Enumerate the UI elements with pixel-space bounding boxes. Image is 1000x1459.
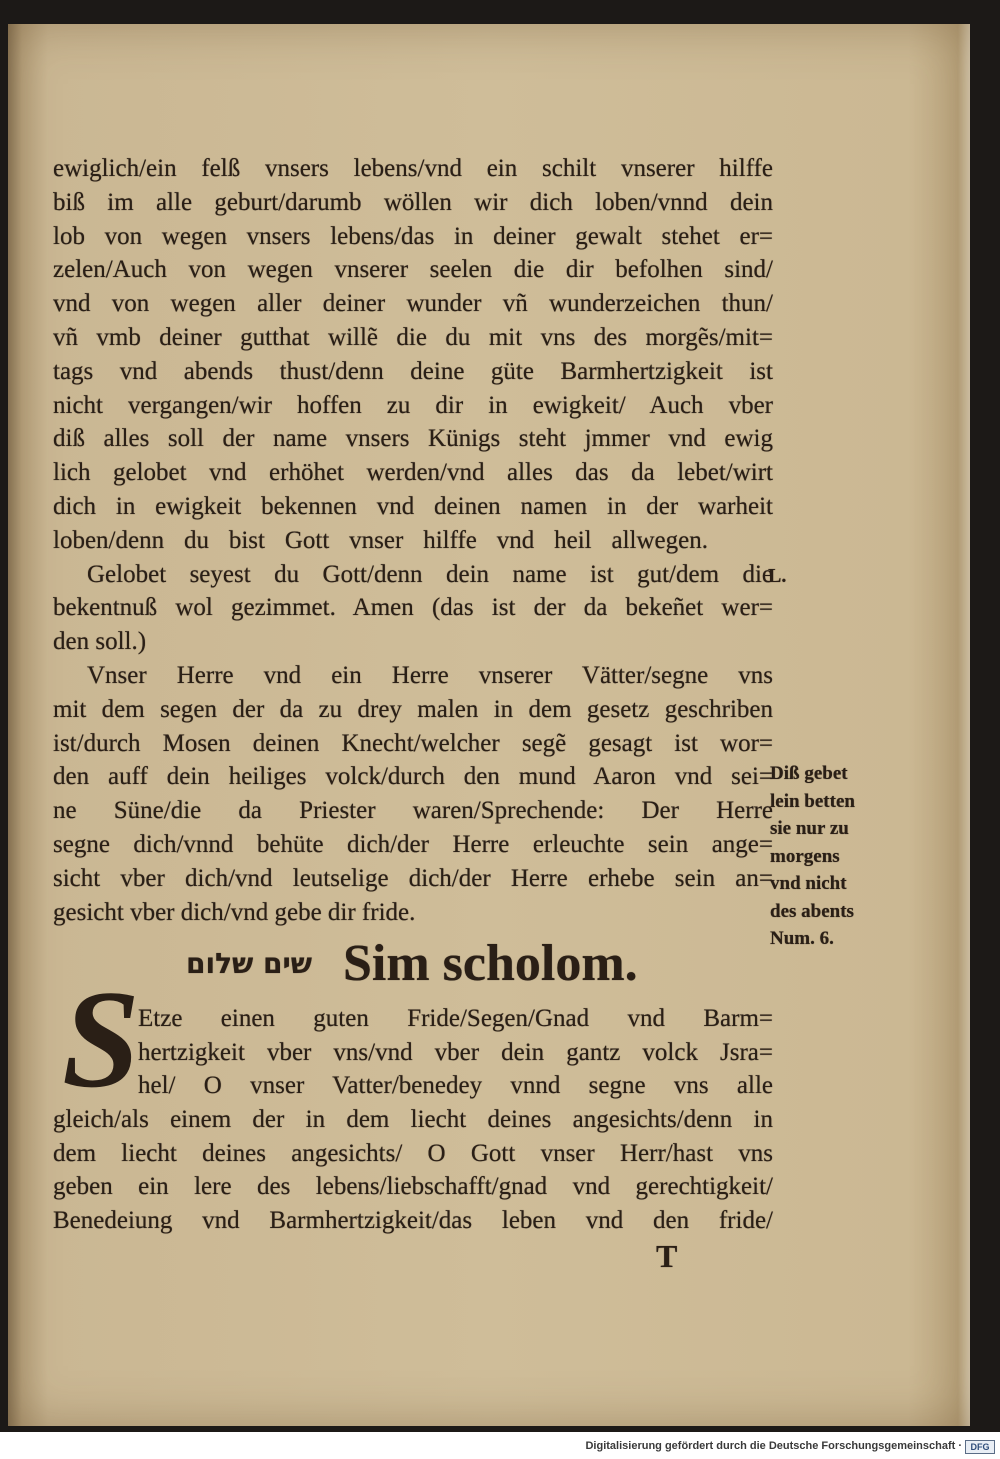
text-line: mit dem segen der da zu drey malen in dem gesetz geschriben <box>53 695 773 723</box>
margin-note-line: vnd nicht <box>770 873 847 894</box>
heading-hebrew: שים שלום <box>186 947 312 980</box>
margin-note-line: morgens <box>770 845 840 867</box>
text-line: bekentnuß wol gezimmet. Amen (das ist der da bekeñet wer= <box>53 594 773 622</box>
text-line: den auff dein heiliges volck/durch den mund Aaron vnd sei= <box>53 763 773 791</box>
text-line: biß im alle geburt/darumb wöllen wir dich loben/vnnd dein <box>53 188 773 216</box>
text-line: gesicht vber dich/vnd gebe dir fride. <box>53 898 416 926</box>
text-line: lich gelobet vnd erhöhet werden/vnd alles das da lebet/wirt <box>53 459 773 487</box>
margin-note-line: sie nur zu <box>770 818 849 839</box>
text-line: dich in ewigkeit bekennen vnd deinen namen in der warheit <box>53 492 773 520</box>
funding-credit: Digitalisierung gefördert durch die Deutsche Forschungsgemeinschaft · <box>585 1440 962 1452</box>
text-line: zelen/Auch von wegen vnserer seelen die dir befolhen sind/ <box>53 256 773 284</box>
text-line: lob von wegen vnsers lebens/das in deiner gewalt stehet er= <box>53 222 773 250</box>
text-line: Benedeiung vnd Barmhertzigkeit/das leben vnd den fride/ <box>53 1207 773 1235</box>
scanned-page <box>8 24 970 1426</box>
text-line: geben ein lere des lebens/liebschafft/gnad vnd gerechtigkeit/ <box>53 1173 773 1201</box>
text-line: segne dich/vnnd behüte dich/der Herre erleuchte sein ange= <box>53 830 773 858</box>
margin-note-reference: Num. 6. <box>770 928 834 949</box>
prayer-text-block <box>53 1002 773 1238</box>
text-line: hertzigkeit vber vns/vnd vber dein gantz volck Jsra= <box>138 1038 773 1066</box>
catchword: T <box>656 1238 678 1274</box>
text-line: loben/denn du bist Gott vnser hilffe vnd heil allwegen. <box>53 526 708 554</box>
dfg-logo: DFG <box>965 1440 995 1454</box>
section-heading: Sim scholom. <box>343 935 638 992</box>
text-line: nicht vergangen/wir hoffen zu dir in ewigkeit/ Auch vber <box>53 391 773 419</box>
text-line: dem liecht deines angesichts/ O Gott vnser Herr/hast vns <box>53 1139 773 1167</box>
text-line: Etze einen guten Fride/Segen/Gnad vnd Barm= <box>138 1005 773 1032</box>
text-line: den soll.) <box>53 628 147 656</box>
text-line: vnd von wegen aller deiner wunder vñ wunderzeichen thun/ <box>53 290 773 318</box>
text-line: vñ vmb deiner gutthat willẽ die du mit vns des morgẽs/mit= <box>53 323 773 351</box>
text-line: gleich/als einem der in dem liecht deines angesichts/denn in <box>53 1106 773 1134</box>
text-line: diß alles soll der name vnsers Künigs steht jmmer vnd ewig <box>53 425 773 453</box>
margin-note-line: des abents <box>770 900 854 922</box>
text-line: ewiglich/ein felß vnsers lebens/vnd ein schilt vnserer hilffe <box>53 155 773 182</box>
margin-note-line: Diß gebet <box>770 763 848 784</box>
margin-mark: L. <box>768 565 787 587</box>
text-line: hel/ O vnser Vatter/benedey vnnd segne vns alle <box>138 1072 773 1100</box>
body-text-block <box>53 152 773 929</box>
text-line: ne Süne/die da Priester waren/Sprechende: Der Herre <box>53 797 773 825</box>
text-line: sicht vber dich/vnd leutselige dich/der Herre erhebe sein an= <box>53 864 773 892</box>
margin-note-line: lein betten <box>770 790 855 812</box>
digitization-footer <box>0 1432 1000 1459</box>
paragraph-first-line: Vnser Herre vnd ein Herre vnserer Vätter/segne vns <box>87 661 773 689</box>
margin-note <box>770 760 880 953</box>
paragraph-first-line: Gelobet seyest du Gott/denn dein name ist gut/dem die <box>87 560 773 588</box>
drop-cap-initial: S <box>62 962 140 1117</box>
text-line: ist/durch Mosen deinen Knecht/welcher segẽ gesagt ist wor= <box>53 729 773 757</box>
text-line: tags vnd abends thust/denn deine güte Barmhertzigkeit ist <box>53 357 773 385</box>
